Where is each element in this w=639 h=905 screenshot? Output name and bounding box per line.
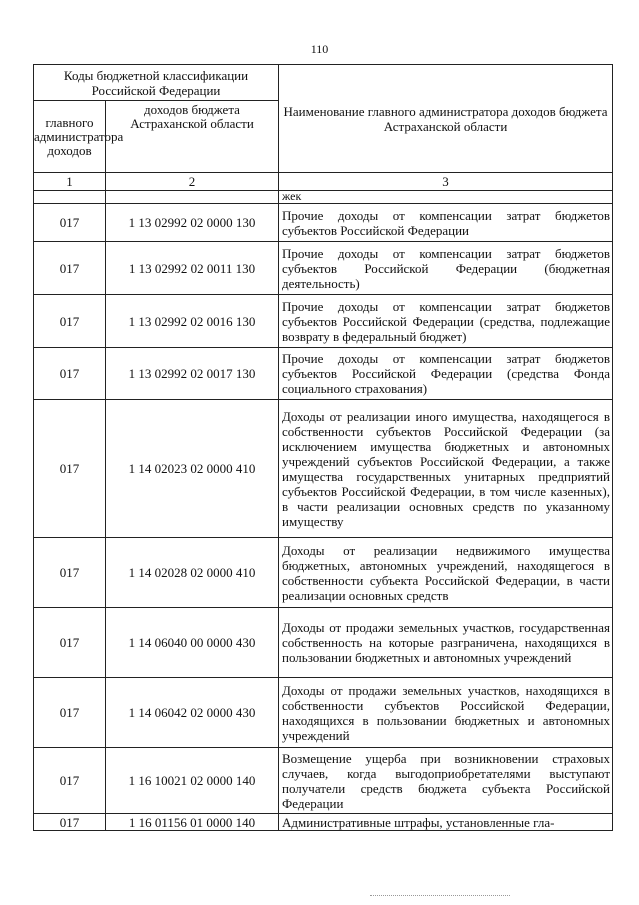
- header-group-title: Коды бюджетной классификации Российской Федерации: [34, 65, 279, 101]
- income-code: 1 14 02023 02 0000 410: [106, 400, 279, 538]
- table-row: [34, 748, 613, 814]
- income-code: 1 13 02992 02 0017 130: [106, 348, 279, 400]
- table-row: [34, 608, 613, 678]
- table-row: [34, 814, 613, 831]
- income-name: Административные штрафы, установленные гла-: [279, 814, 613, 831]
- admin-code: 017: [34, 242, 106, 295]
- table-row: [34, 204, 613, 242]
- table-row: [34, 348, 613, 400]
- income-code: 1 13 02992 02 0011 130: [106, 242, 279, 295]
- admin-code: 017: [34, 348, 106, 400]
- footer-dotted-line: [370, 895, 510, 896]
- income-name: Доходы от реализации иного имущества, находящегося в собственности субъектов Российской Федерации (за исключением имущества бюджетных и автономных учреждений субъектов Российской Федерации, а также имущества государственных унитарных предприятий субъектов Российской Федерации, в том числе казенных), в части реализации основных средств по указанному имуществу: [279, 400, 613, 538]
- income-name: Прочие доходы от компенсации затрат бюджетов субъектов Российской Федерации (бюджетная деятельность): [279, 242, 613, 295]
- income-name: Доходы от продажи земельных участков, находящихся в собственности субъектов Российской Федерации, находящихся в пользовании бюджетных и автономных учреждений: [279, 678, 613, 748]
- table-row: [34, 678, 613, 748]
- income-name: Прочие доходы от компенсации затрат бюджетов субъектов Российской Федерации: [279, 204, 613, 242]
- income-code: 1 16 01156 01 0000 140: [106, 814, 279, 831]
- header-col-admin: главного администратора доходов: [34, 101, 106, 173]
- income-code: 1 14 06040 00 0000 430: [106, 608, 279, 678]
- table-row: [34, 295, 613, 348]
- income-code: 1 14 06042 02 0000 430: [106, 678, 279, 748]
- income-code: 1 14 02028 02 0000 410: [106, 538, 279, 608]
- income-name: Прочие доходы от компенсации затрат бюджетов субъектов Российской Федерации (средства, подлежащие возврату в федеральный бюджет): [279, 295, 613, 348]
- table-row: [34, 242, 613, 295]
- continuation-text: жек: [279, 191, 613, 204]
- income-code: 1 13 02992 02 0000 130: [106, 204, 279, 242]
- income-name: Возмещение ущерба при возникновении страховых случаев, когда выгодоприобретателями выступают получатели средств бюджета субъекта Российской Федерации: [279, 748, 613, 814]
- column-number: 1: [34, 173, 106, 191]
- admin-code: 017: [34, 204, 106, 242]
- income-code: 1 13 02992 02 0016 130: [106, 295, 279, 348]
- table-row: [34, 400, 613, 538]
- admin-code: 017: [34, 814, 106, 831]
- income-code: 1 16 10021 02 0000 140: [106, 748, 279, 814]
- continuation-cell: [106, 191, 279, 204]
- header-col-code: доходов бюджета Астраханской области: [106, 101, 279, 173]
- admin-code: 017: [34, 538, 106, 608]
- admin-code: 017: [34, 748, 106, 814]
- income-name: Доходы от реализации недвижимого имущества бюджетных, автономных учреждений, находящегося в собственности субъекта Российской Федерации, в части реализации основных средств: [279, 538, 613, 608]
- column-number: 3: [279, 173, 613, 191]
- admin-code: 017: [34, 400, 106, 538]
- continuation-cell: [34, 191, 106, 204]
- admin-code: 017: [34, 608, 106, 678]
- table-row: [34, 538, 613, 608]
- column-number: 2: [106, 173, 279, 191]
- page-number: 110: [310, 42, 329, 56]
- admin-code: 017: [34, 678, 106, 748]
- admin-code: 017: [34, 295, 106, 348]
- income-name: Прочие доходы от компенсации затрат бюджетов субъектов Российской Федерации (средства Фонда социального страхования): [279, 348, 613, 400]
- budget-classification-table: [33, 64, 613, 831]
- header-col-name: Наименование главного администратора доходов бюджета Астраханской области: [279, 65, 613, 173]
- income-name: Доходы от продажи земельных участков, государственная собственность на которые разграничена, находящихся в пользовании бюджетных и автономных учреждений: [279, 608, 613, 678]
